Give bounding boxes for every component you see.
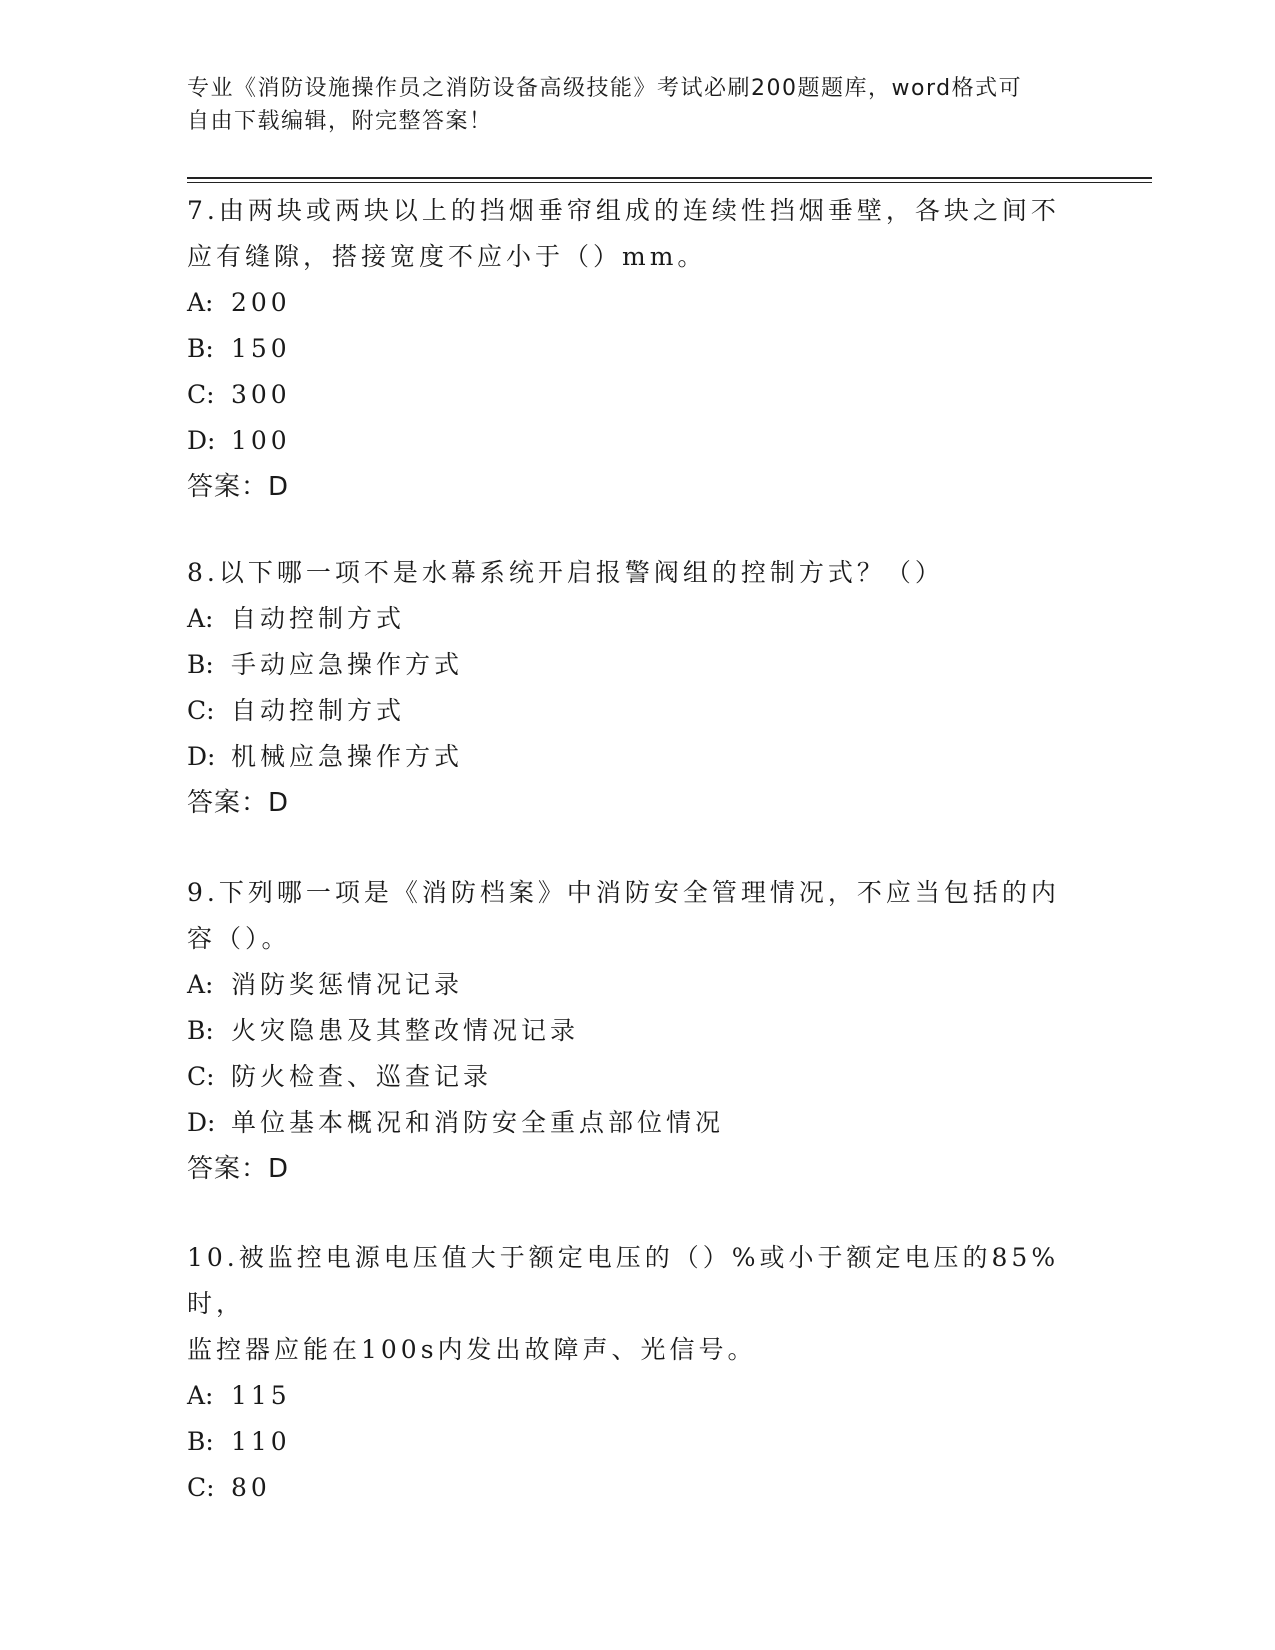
option-label: B:: [187, 650, 214, 679]
option-text: 自动控制方式: [231, 604, 406, 633]
option-a: [187, 280, 1087, 326]
header-line-2: 自由下载编辑，附完整答案！: [187, 109, 493, 134]
option-text: 80: [231, 1473, 271, 1502]
header-rule-thin: [187, 182, 1152, 183]
option-text: 防火检查、巡查记录: [231, 1062, 493, 1091]
question-7: [187, 188, 1087, 510]
option-text: 150: [231, 334, 291, 363]
option-text: 消防奖惩情况记录: [231, 970, 464, 999]
option-label: A:: [187, 1381, 214, 1410]
header-line-1: 专业《消防设施操作员之消防设备高级技能》考试必刷200题题库，word格式可: [187, 76, 1023, 101]
option-label: D:: [187, 742, 216, 771]
option-text: 100: [231, 426, 291, 455]
question-stem-line: 7.由两块或两块以上的挡烟垂帘组成的连续性挡烟垂壁，各块之间不: [187, 196, 1060, 225]
question-9: [187, 870, 1087, 1192]
option-label: C:: [187, 1062, 215, 1091]
option-text: 机械应急操作方式: [231, 742, 464, 771]
option-label: D:: [187, 1108, 216, 1137]
option-c: [187, 1465, 1087, 1511]
option-text: 115: [231, 1381, 291, 1410]
answer-line: 答案：D: [187, 788, 290, 818]
option-text: 200: [231, 288, 291, 317]
option-label: A:: [187, 604, 214, 633]
document-header: [187, 72, 1067, 138]
option-c: [187, 1054, 1087, 1100]
option-a: [187, 596, 1087, 642]
option-b: [187, 326, 1087, 372]
option-text: 火灾隐患及其整改情况记录: [231, 1016, 580, 1045]
question-stem-line: 应有缝隙，搭接宽度不应小于（）mm。: [187, 242, 707, 271]
question-stem-line: 8.以下哪一项不是水幕系统开启报警阀组的控制方式？（）: [187, 558, 944, 587]
option-text: 300: [231, 380, 291, 409]
option-c: [187, 688, 1087, 734]
question-stem-line: 监控器应能在100s内发出故障声、光信号。: [187, 1335, 757, 1364]
option-text: 单位基本概况和消防安全重点部位情况: [231, 1108, 725, 1137]
answer-line: 答案：D: [187, 1154, 290, 1184]
option-label: A:: [187, 970, 214, 999]
option-label: B:: [187, 1427, 214, 1456]
option-a: [187, 962, 1087, 1008]
option-label: B:: [187, 334, 214, 363]
option-c: [187, 372, 1087, 418]
option-d: [187, 1100, 1087, 1146]
option-label: A:: [187, 288, 214, 317]
option-d: [187, 734, 1087, 780]
option-label: C:: [187, 696, 215, 725]
question-stem-line: 9.下列哪一项是《消防档案》中消防安全管理情况，不应当包括的内: [187, 878, 1060, 907]
option-text: 110: [231, 1427, 291, 1456]
question-8: [187, 550, 1087, 826]
question-stem-line: 容（）。: [187, 924, 291, 953]
option-d: [187, 418, 1087, 464]
option-text: 手动应急操作方式: [231, 650, 464, 679]
answer-line: 答案：D: [187, 472, 290, 502]
option-b: [187, 642, 1087, 688]
question-stem-line: 10.被监控电源电压值大于额定电压的（）%或小于额定电压的85%时，: [187, 1243, 1060, 1318]
option-label: B:: [187, 1016, 214, 1045]
option-b: [187, 1008, 1087, 1054]
option-label: D:: [187, 426, 216, 455]
option-text: 自动控制方式: [231, 696, 406, 725]
option-label: C:: [187, 1473, 215, 1502]
option-b: [187, 1419, 1087, 1465]
option-a: [187, 1373, 1087, 1419]
option-label: C:: [187, 380, 215, 409]
header-rule-thick: [187, 177, 1152, 179]
question-10: [187, 1235, 1087, 1511]
